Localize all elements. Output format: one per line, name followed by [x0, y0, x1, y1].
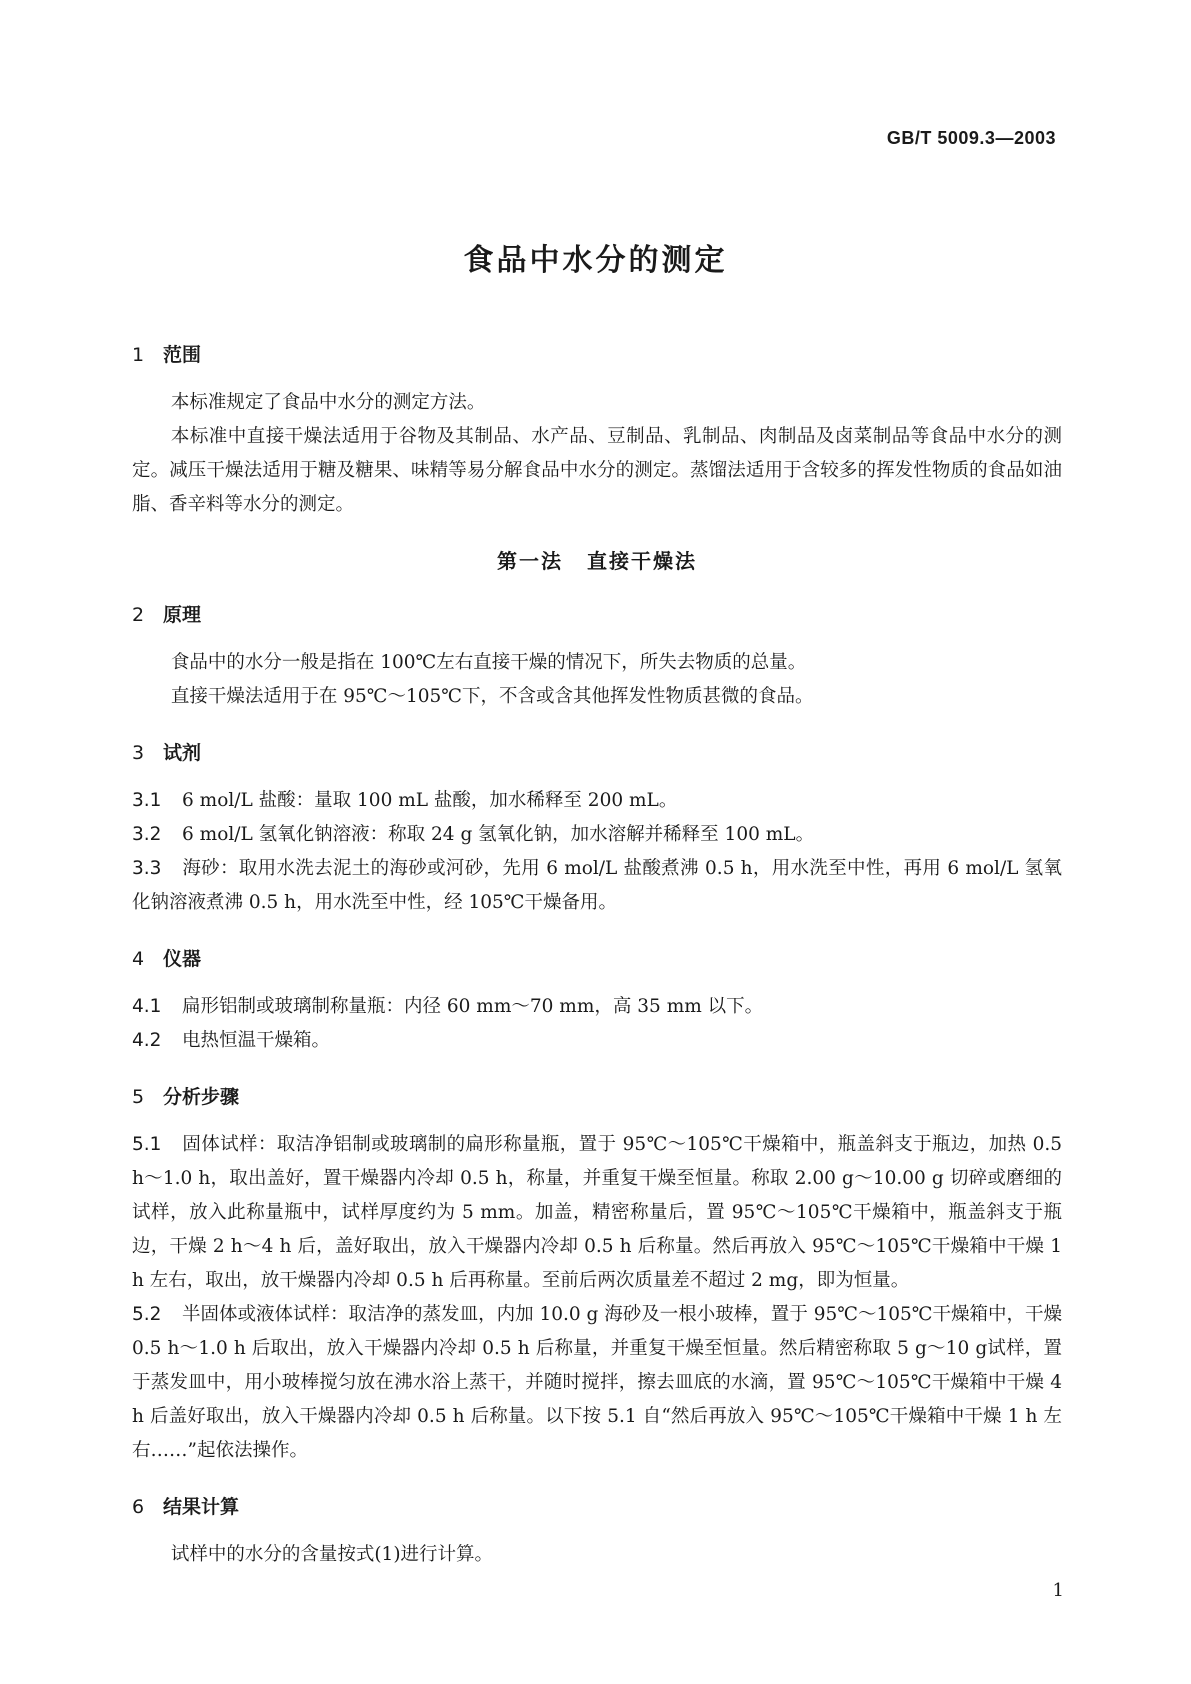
page-number: 1 — [1052, 1580, 1064, 1601]
clause-text: 扁形铝制或玻璃制称量瓶：内径 60 mm～70 mm，高 35 mm 以下。 — [182, 996, 764, 1017]
clause-number: 4.2 — [132, 1030, 162, 1051]
method-heading — [132, 544, 1062, 578]
paragraph: 本标准规定了食品中水分的测定方法。 — [170, 392, 486, 413]
clause-3-2 — [132, 818, 1062, 852]
method-number: 第一法 — [497, 549, 563, 573]
section-number: 3 — [132, 742, 145, 764]
paragraph: 试样中的水分的含量按式(1)进行计算。 — [170, 1544, 494, 1565]
clause-4-1 — [132, 990, 1062, 1024]
clause-number: 3.3 — [132, 858, 162, 879]
clause-text: 固体试样：取洁净铝制或玻璃制的扁形称量瓶，置于 95℃～105℃干燥箱中，瓶盖斜支于瓶边，加热 0.5 h～1.0 h，取出盖好，置干燥器内冷却 0.5 h，称量，并重复干燥至恒量。称取 2.00 g～10.00 g 切碎或磨细的试样，放入此称量瓶中，试样厚度约为 5 mm。加盖，精密称量后，置 95℃～105℃干燥箱中，瓶盖斜支于瓶边，干燥 2 h～4 h 后，盖好取出，放入干燥器内冷却 0.5 h 后称量。然后再放入 95℃～105℃干燥箱中干燥 1 h 左右，取出，放干燥器内冷却 0.5 h 后再称量。至前后两次质量差不超过 2 mg，即为恒量。 — [132, 1134, 1062, 1291]
section-number: 6 — [132, 1496, 145, 1518]
section-title: 分析步骤 — [163, 1086, 240, 1108]
clause-number: 4.1 — [132, 996, 162, 1017]
page-title: 食品中水分的测定 — [463, 243, 728, 278]
section-number: 5 — [132, 1086, 145, 1108]
paragraph: 直接干燥法适用于在 95℃～105℃下，不含或含其他挥发性物质甚微的食品。 — [170, 686, 814, 707]
clause-number: 5.2 — [132, 1304, 162, 1325]
section-title: 原理 — [163, 604, 202, 626]
paragraph: 食品中的水分一般是指在 100℃左右直接干燥的情况下，所失去物质的总量。 — [170, 652, 807, 673]
section-title: 结果计算 — [163, 1496, 240, 1518]
clause-number: 3.2 — [132, 824, 162, 845]
clause-5-2 — [132, 1298, 1062, 1468]
clause-4-2 — [132, 1024, 1062, 1058]
clause-5-1 — [132, 1128, 1062, 1298]
clause-3-3 — [132, 852, 1062, 920]
section-number: 2 — [132, 604, 145, 626]
section-3-heading — [132, 736, 1062, 770]
clause-number: 5.1 — [132, 1134, 162, 1155]
paragraph: 本标准中直接干燥法适用于谷物及其制品、水产品、豆制品、乳制品、肉制品及卤菜制品等食品中水分的测定。减压干燥法适用于糖及糖果、味精等易分解食品中水分的测定。蒸馏法适用于含较多的挥发性物质的食品如油脂、香辛料等水分的测定。 — [132, 426, 1062, 515]
document-code: GB/T 5009.3—2003 — [886, 128, 1056, 148]
section-1-heading — [132, 338, 1062, 372]
clause-text: 海砂：取用水洗去泥土的海砂或河砂，先用 6 mol/L 盐酸煮沸 0.5 h，用水洗至中性，再用 6 mol/L 氢氧化钠溶液煮沸 0.5 h，用水洗至中性，经 105℃干燥备用。 — [132, 858, 1062, 913]
section-2-heading — [132, 598, 1062, 632]
section-6-heading — [132, 1490, 1062, 1524]
clause-3-1 — [132, 784, 1062, 818]
clause-text: 6 mol/L 盐酸：量取 100 mL 盐酸，加水稀释至 200 mL。 — [182, 790, 678, 811]
section-title: 范围 — [163, 344, 202, 366]
clause-text: 6 mol/L 氢氧化钠溶液：称取 24 g 氢氧化钠，加水溶解并稀释至 100 mL。 — [182, 824, 815, 845]
section-4-heading — [132, 942, 1062, 976]
section-5-heading — [132, 1080, 1062, 1114]
document-body — [132, 338, 1062, 1572]
clause-number: 3.1 — [132, 790, 162, 811]
section-title: 仪器 — [163, 948, 202, 970]
method-title: 直接干燥法 — [587, 549, 697, 573]
section-title: 试剂 — [163, 742, 202, 764]
clause-text: 电热恒温干燥箱。 — [182, 1030, 331, 1051]
section-number: 1 — [132, 344, 145, 366]
clause-text: 半固体或液体试样：取洁净的蒸发皿，内加 10.0 g 海砂及一根小玻棒，置于 95℃～105℃干燥箱中，干燥 0.5 h～1.0 h 后取出，放入干燥器内冷却 0.5 h 后称量，并重复干燥至恒量。然后精密称取 5 g～10 g试样，置于蒸发皿中，用小玻棒搅匀放在沸水浴上蒸干，并随时搅拌，擦去皿底的水滴，置 95℃～105℃干燥箱中干燥 4 h 后盖好取出，放入干燥器内冷却 0.5 h 后称量。以下按 5.1 自“然后再放入 95℃～105℃干燥箱中干燥 1 h 左右……”起依法操作。 — [132, 1304, 1062, 1461]
section-number: 4 — [132, 948, 145, 970]
